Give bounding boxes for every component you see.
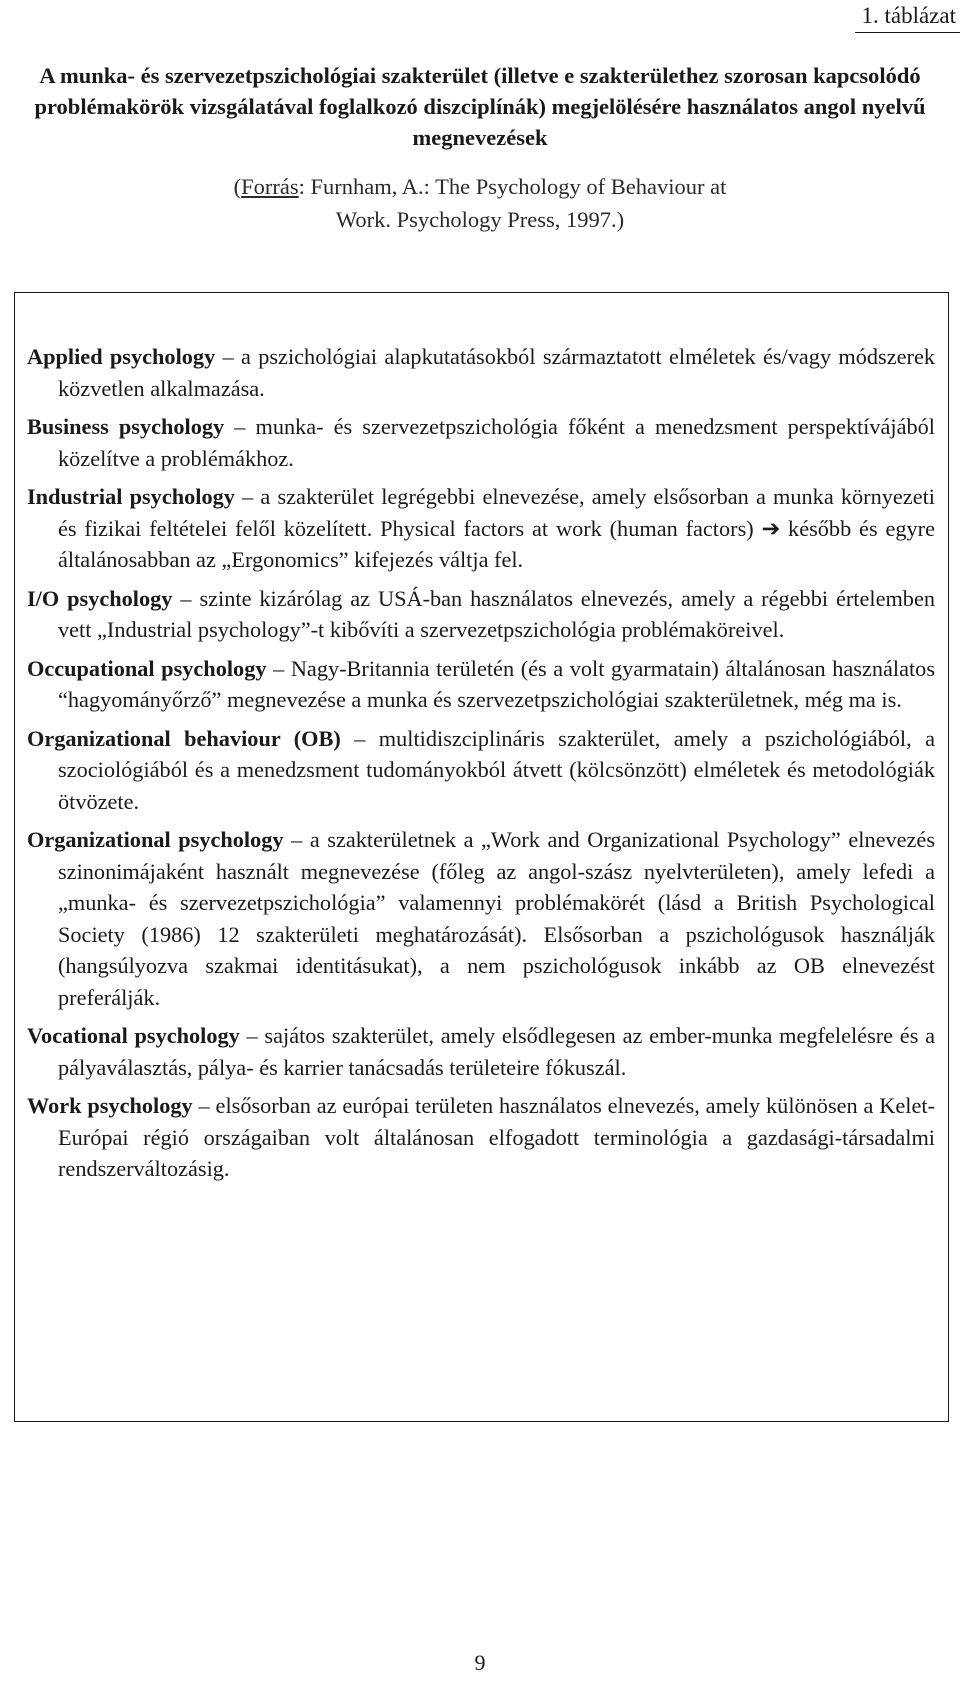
term-entry-org-behaviour — [27, 723, 935, 818]
term-definition: a szakterületnek a „Work and Organizational Psychology” elnevezés szinonimájaként használt megnevezése (főleg az angol-szász nyelvterületen), amely lefedi a „munka- és szervezetpszichológia” valamennyi problémakörét (lásd a British Psychological Society (1986) 12 szakterületi meghatározását). Elsősorban a pszichológusok használják (hangsúlyozva szakmai identitásukat), a nem pszichológusok inkább az OB elnevezést preferálják. — [58, 827, 936, 1010]
term-name: Vocational psychology — [27, 1023, 240, 1048]
term-dash: – — [234, 484, 261, 509]
terms-list — [27, 341, 935, 1192]
term-dash: – — [340, 725, 379, 751]
term-definition: Nagy-Britannia területén (és a volt gyarmatain) általánosan használatos “hagyományőrző” megnevezése a munka és szervezetpszichológiai szakterületnek, még ma is. — [58, 655, 935, 712]
term-definition: munka- és szervezetpszichológia főként a menedzsment perspektívájából közelítve a problémákhoz. — [58, 414, 936, 471]
term-name: I/O psychology — [27, 585, 173, 611]
term-name: Work psychology — [27, 1093, 193, 1118]
source-label: Forrás — [241, 174, 299, 199]
source-text: : Furnham, A.: The Psychology of Behaviour at Work. Psychology Press, 1997.) — [298, 174, 727, 232]
term-name: Organizational psychology — [27, 827, 284, 852]
term-entry-applied — [27, 341, 935, 404]
term-entry-work — [27, 1090, 935, 1185]
term-definition: a pszichológiai alapkutatásokból származtatott elméletek és/vagy módszerek közvetlen alkalmazása. — [58, 344, 935, 401]
term-entry-io — [27, 583, 935, 646]
term-name: Industrial psychology — [27, 484, 235, 509]
term-definition: a szakterület legrégebbi elnevezése, amely elsősorban a munka környezeti és fizikai feltételei felől közelített. Physical factors at work (human factors) ➔ később és egyre általánosabban az „Ergonomics” kifejezés váltja fel. — [58, 484, 935, 572]
term-entry-occupational — [27, 653, 935, 716]
term-dash: – — [266, 655, 291, 681]
term-dash: – — [192, 1093, 216, 1118]
term-name: Organizational behaviour (OB) — [27, 725, 341, 751]
term-definition: sajátos szakterület, amely elsődlegesen az ember-munka megfelelésre és a pályaválasztás, pálya- és karrier tanácsadás területeire fókuszál. — [58, 1023, 935, 1080]
term-dash: – — [215, 344, 242, 369]
source-open-paren: ( — [233, 174, 242, 199]
term-name: Occupational psychology — [27, 655, 267, 681]
term-dash: – — [283, 827, 310, 852]
term-entry-business — [27, 411, 935, 474]
page-number: 9 — [474, 1650, 486, 1675]
term-entry-vocational — [27, 1020, 935, 1083]
term-definition: szinte kizárólag az USÁ-ban használatos elnevezés, amely a régebbi értelemben vett „Industrial psychology”-t kibővíti a szervezetpszichológia problémaköreivel. — [58, 585, 935, 642]
table-label: 1. táblázat — [855, 2, 960, 33]
term-dash: – — [239, 1023, 265, 1048]
term-dash: – — [172, 585, 200, 611]
term-definition: elsősorban az európai területen használatos elnevezés, amely különösen a Kelet-Európai régió országaiban volt általánosan elfogadott terminológia a gazdasági-társadalmi rendszerváltozásig. — [58, 1093, 935, 1181]
term-name: Applied psychology — [27, 344, 216, 369]
term-entry-org-psychology — [27, 824, 935, 1013]
term-entry-industrial — [27, 481, 935, 576]
term-definition: multidiszciplináris szakterület, amely a pszichológiából, a szociológiából és a menedzsment tudományokból átvett (kölcsönzött) elméletek és metodológiák ötvözete. — [58, 725, 935, 814]
terms-box — [14, 292, 949, 1422]
term-name: Business psychology — [27, 414, 225, 439]
source-citation — [230, 170, 730, 236]
term-dash: – — [224, 414, 256, 439]
document-heading: A munka- és szervezetpszichológiai szakterület (illetve e szakterülethez szorosan kapcsolódó problémakörök vizsgálatával foglalkozó diszciplínák) megjelölésére használatos angol nyelvű megnevezések — [34, 63, 926, 150]
